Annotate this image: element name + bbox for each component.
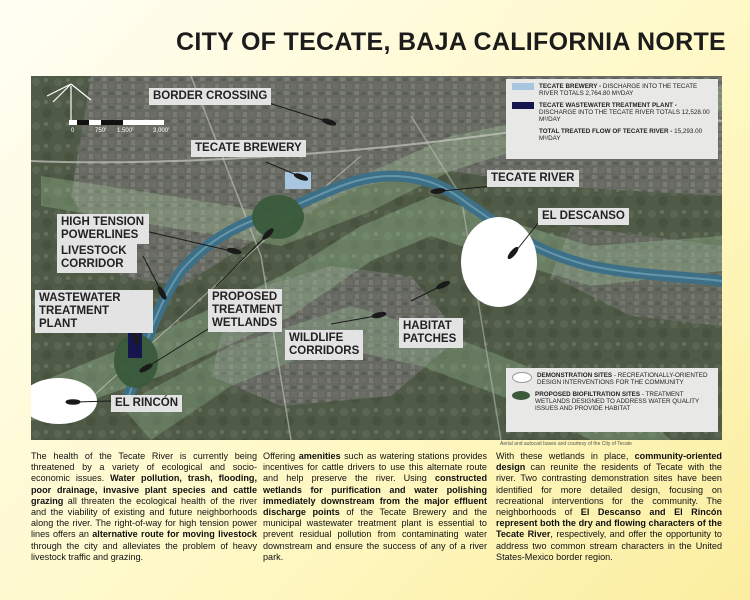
legend-item [512,372,712,386]
image-credit: Aerial and autocad bases and courtesy of the City of Tecate [500,441,632,447]
body-text: Offering [263,451,299,461]
legend-text: DISCHARGE INTO THE TECATE RIVER TOTALS 12,528.00 M³/DAY [539,109,710,123]
body-text-emphasis: alternative route for moving livestock [92,529,257,540]
text-column-1 [31,451,257,563]
body-text: With these wetlands in place, [496,451,635,461]
body-text: of the Tecate Brewery and the municipal wastewater treatment plant is essential to prevent residual pollution from contaminating water downstream and ensure the success of any of a river park. [263,507,487,562]
legend-sites [506,368,718,432]
body-text: through the city and alleviates the problem of heavy livestock traffic and grazing. [31,540,257,562]
body-text: such as watering stations provides incentives for cattle drivers to use this alternate route and help preserve the river. Using [263,451,488,484]
body-text: all threaten the ecological health of the river and the viability of existing and future neighborhoods along the river. The right-of-way for high tension power lines offers an [31,495,257,540]
legend-title: PROPOSED BIOFILTRATION SITES [535,391,641,398]
map-panel [31,76,722,440]
scale-label: 750' [95,128,107,134]
legend-title: DEMONSTRATION SITES [537,372,613,379]
body-text-emphasis: community-oriented design [496,451,722,473]
label-wastewater-plant: WASTEWATER TREATMENT PLANT [35,290,153,333]
legend-item [512,83,712,97]
legend-text: - RECREATIONALLY-ORIENTED DESIGN INTERVENTIONS FOR THE COMMUNITY [537,372,708,386]
legend-discharge [506,79,718,159]
legend-item [512,128,712,142]
label-habitat-patches: HABITAT PATCHES [399,318,463,348]
brewery-wetland-ellipse [252,195,304,239]
scale-label: 0 [71,128,75,134]
text-column-3 [496,451,722,563]
scale-label: 3,000' [153,128,170,134]
label-high-tension-powerlines: HIGH TENSION POWERLINES [57,214,149,244]
label-livestock-corridor: LIVESTOCK CORRIDOR [57,243,137,273]
page-title: CITY OF TECATE, BAJA CALIFORNIA NORTE [176,28,726,56]
body-text-emphasis: El Descanso and El Rincón represent both the dry and flowing characters of the Tecate River [496,507,722,540]
body-text: can reunite the residents of Tecate with the river. Two contrasting demonstration sites have been identified for more detailed design, focusing on recreational interventions for the community. The neighborhoods of [496,462,722,518]
label-tecate-river: TECATE RIVER [487,170,579,187]
legend-text: DISCHARGE INTO THE TECATE RIVER TOTALS 2,764.80 M³/DAY [539,83,698,97]
legend-item [512,391,712,412]
legend-text: 15,293.00 M³/DAY [539,128,703,142]
label-proposed-wetlands: PROPOSED TREATMENT WETLANDS [208,289,282,332]
legend-swatch [512,128,534,135]
text-column-2 [263,451,487,563]
legend-swatch [512,372,532,383]
scale-label: 1,500' [117,128,134,134]
body-text-emphasis: amenities [298,451,341,461]
legend-text: - TREATMENT WETLANDS DESIGNED TO ADDRESS WATER QUALITY ISSUES AND PROVIDE HABITAT [535,391,700,412]
legend-swatch [512,83,534,90]
label-el-rincon: EL RINCÓN [111,395,182,412]
legend-item [512,102,712,123]
el-descanso-site [461,217,537,307]
legend-title: TOTAL TREATED FLOW OF TECATE RIVER - [539,128,673,135]
label-wildlife-corridors: WILDLIFE CORRIDORS [285,330,363,360]
label-border-crossing: BORDER CROSSING [149,88,271,105]
label-tecate-brewery: TECATE BREWERY [191,140,306,157]
scale-bar [69,120,164,125]
legend-title: TECATE BREWERY - [539,83,602,90]
body-text-emphasis: constructed wetlands for purification and water polishing immediately downstream from the major effluent discharge points [263,473,487,518]
label-el-descanso: EL DESCANSO [538,208,629,225]
body-text: The health of the Tecate River is currently being threatened by a variety of ecological and socio-economic issues. [31,451,257,484]
body-text: , respectively, and offer the opportunity to address two common stream characters in the United States-Mexico border region. [496,529,722,562]
body-text-emphasis: Water pollution, trash, flooding, poor drainage, invasive plant species and cattle grazing [31,473,257,506]
legend-title: TECATE WASTEWATER TREATMENT PLANT - [539,102,677,109]
legend-swatch [512,391,530,400]
legend-swatch [512,102,534,109]
